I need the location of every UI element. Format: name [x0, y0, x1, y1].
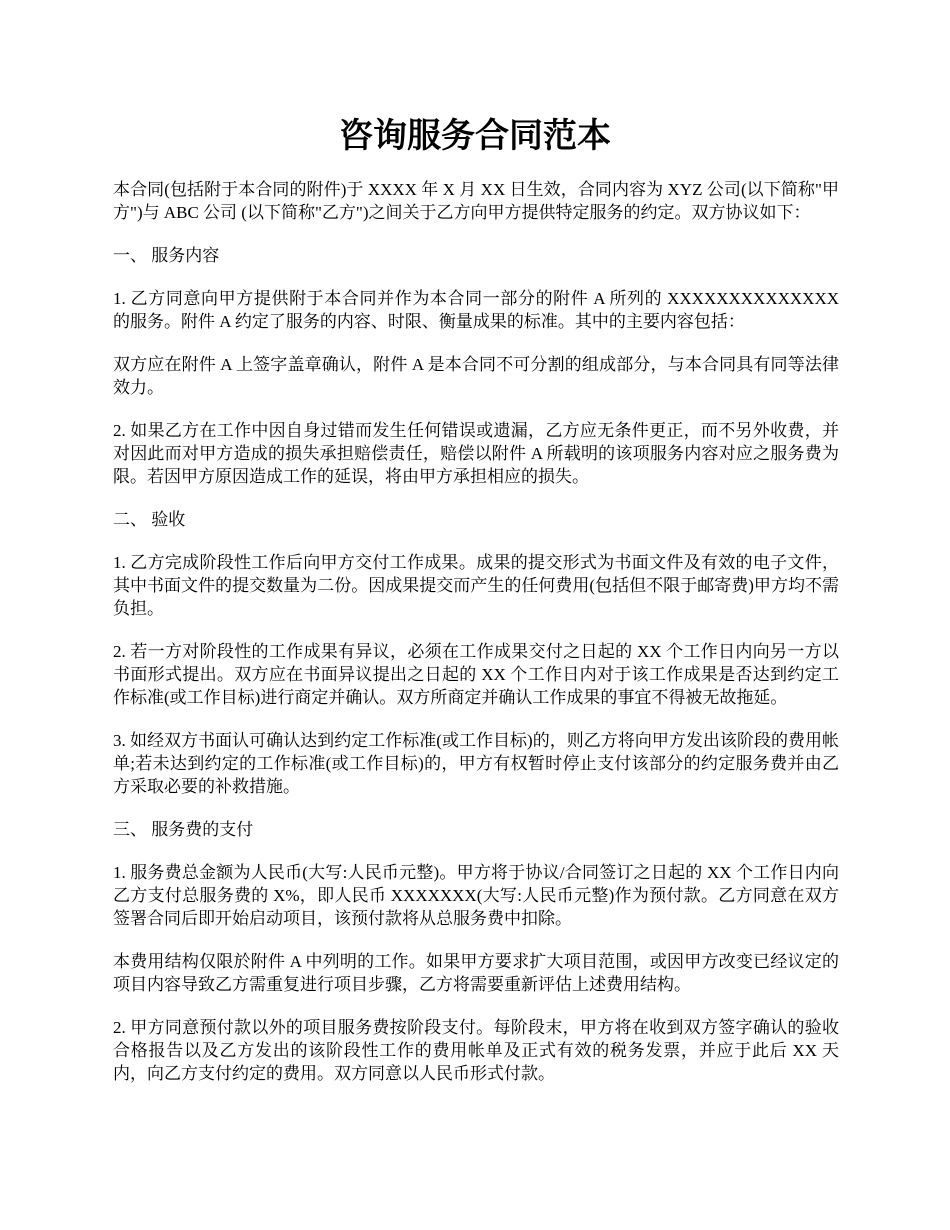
clause-paragraph: 双方应在附件 A 上签字盖章确认，附件 A 是本合同不可分割的组成部分，与本合同具有同等法律效力。	[113, 355, 839, 397]
clause-paragraph: 1. 服务费总金额为人民币(大写:人民币元整)。甲方将于协议/合同签订之日起的 XX 个工作日内向乙方支付总服务费的 X%，即人民币 XXXXXXX(大写:人民币元整)作为预付款。乙方同意在双方签署合同后即开始启动项目，该预付款将从总服务费中扣除。	[113, 863, 839, 928]
clause-paragraph: 1. 乙方同意向甲方提供附于本合同并作为本合同一部分的附件 A 所列的 XXXXXXXXXXXXXX 的服务。附件 A 约定了服务的内容、时限、衡量成果的标准。其中的主要内容包括：	[113, 289, 839, 331]
clause-paragraph: 2. 如果乙方在工作中因自身过错而发生任何错误或遗漏，乙方应无条件更正，而不另外收费，并对因此而对甲方造成的损失承担赔偿责任，赔偿以附件 A 所载明的该项服务内容对应之服务费为限。若因甲方原因造成工作的延误，将由甲方承担相应的损失。	[113, 421, 839, 486]
clause-paragraph: 2. 若一方对阶段性的工作成果有异议，必须在工作成果交付之日起的 XX 个工作日内向另一方以书面形式提出。双方应在书面异议提出之日起的 XX 个工作日内对于该工作成果是否达到约定工作标准(或工作目标)进行商定并确认。双方所商定并确认工作成果的事宜不得被无故拖延。	[113, 642, 839, 707]
section-heading-service-content: 一、 服务内容	[113, 246, 220, 265]
section-heading-acceptance: 二、 验收	[113, 510, 186, 529]
section-heading-payment: 三、 服务费的支付	[113, 820, 254, 839]
clause-paragraph: 1. 乙方完成阶段性工作后向甲方交付工作成果。成果的提交形式为书面文件及有效的电子文件，其中书面文件的提交数量为二份。因成果提交而产生的任何费用(包括但不限于邮寄费)甲方均不需负担。	[113, 553, 839, 618]
clause-paragraph: 2. 甲方同意预付款以外的项目服务费按阶段支付。每阶段末，甲方将在收到双方签字确认的验收合格报告以及乙方发出的该阶段性工作的费用帐单及正式有效的税务发票，并应于此后 XX 天内，向乙方支付约定的费用。双方同意以人民币形式付款。	[113, 1018, 839, 1083]
document-body	[113, 178, 839, 1105]
intro-paragraph: 本合同(包括附于本合同的附件)于 XXXX 年 X 月 XX 日生效，合同内容为 XYZ 公司(以下简称"甲方")与 ABC 公司 (以下简称"乙方")之间关于乙方向甲方提供特定服务的约定。双方协议如下：	[113, 180, 839, 222]
clause-paragraph: 3. 如经双方书面认可确认达到约定工作标准(或工作目标)的，则乙方将向甲方发出该阶段的费用帐单;若未达到约定的工作标准(或工作目标)的，甲方有权暂时停止支付该部分的约定服务费并由乙方采取必要的补救措施。	[113, 731, 839, 796]
document-title: 咨询服务合同范本	[339, 116, 611, 156]
clause-paragraph: 本费用结构仅限於附件 A 中列明的工作。如果甲方要求扩大项目范围，或因甲方改变已经议定的项目内容导致乙方需重复进行项目步骤，乙方将需要重新评估上述费用结构。	[113, 952, 839, 994]
